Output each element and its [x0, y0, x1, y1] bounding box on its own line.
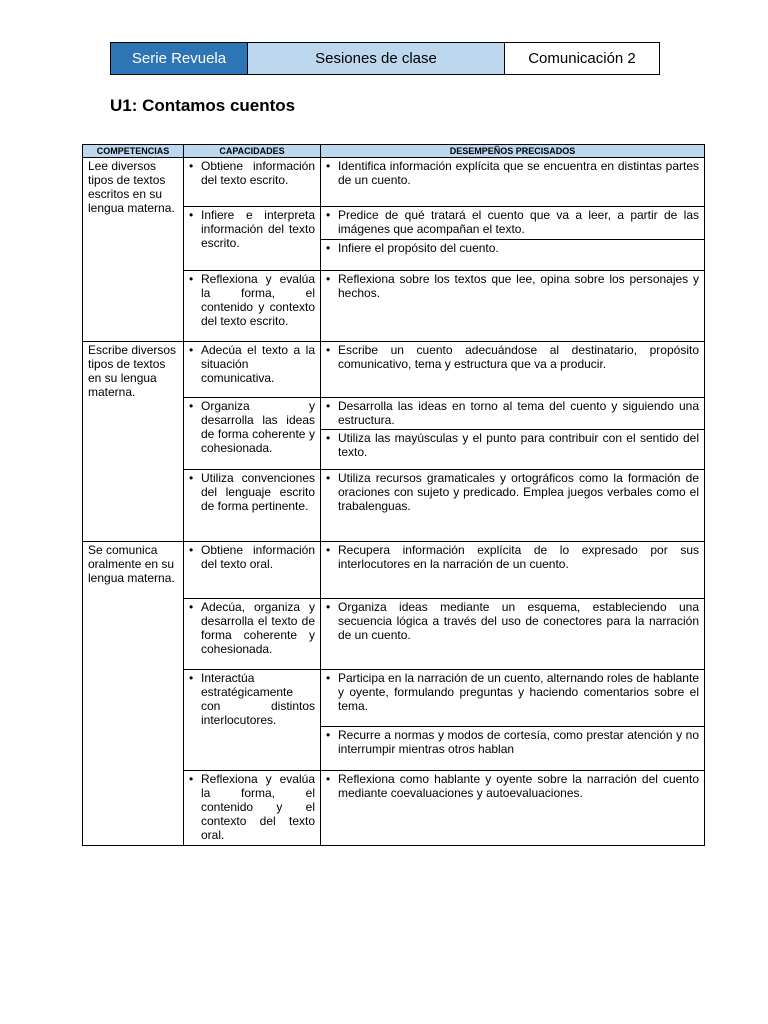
table-row [83, 342, 705, 398]
bullet-icon: • [189, 343, 194, 357]
bullet-icon: • [326, 728, 331, 742]
bullet-icon: • [189, 600, 194, 614]
desempeno-item [326, 772, 699, 800]
desempeno-text: Reflexiona como hablante y oyente sobre la narración del cuento mediante coevaluaciones y autoevaluaciones. [338, 772, 699, 800]
desempeno-cell [321, 240, 705, 271]
desempeno-text: Organiza ideas mediante un esquema, estableciendo una secuencia lógica a través del uso de conectores para la narración de un cuento. [338, 600, 699, 642]
capacidad-cell [184, 158, 321, 207]
capacidad-text: Adecúa, organiza y desarrolla el texto de forma coherente y cohesionada. [201, 600, 315, 656]
desempeno-cell [321, 158, 705, 207]
desempeno-text: Reflexiona sobre los textos que lee, opina sobre los personajes y hechos. [338, 272, 699, 300]
desempeno-cell [321, 542, 705, 599]
desempeno-text: Recupera información explícita de lo expresado por sus interlocutores en la narración de un cuento. [338, 543, 699, 571]
bullet-icon: • [326, 772, 331, 786]
table-body [83, 158, 705, 846]
desempeno-item [326, 728, 699, 756]
capacidad-item [189, 671, 315, 727]
header-serie: Serie Revuela [111, 43, 248, 74]
document-header [110, 42, 660, 75]
capacidad-item [189, 208, 315, 250]
capacidad-cell [184, 542, 321, 599]
capacidad-text: Organiza y desarrolla las ideas de forma coherente y cohesionada. [201, 399, 315, 455]
desempeno-item [326, 600, 699, 642]
desempeno-text: Participa en la narración de un cuento, alternando roles de hablante y oyente, formulando preguntas y haciendo comentarios sobre el tema. [338, 671, 699, 713]
bullet-icon: • [326, 399, 331, 413]
capacidad-text: Reflexiona y evalúa la forma, el contenido y el contexto del texto oral. [201, 772, 315, 842]
table-row [83, 542, 705, 599]
desempeno-text: Recurre a normas y modos de cortesía, como prestar atención y no interrumpir mientras otros hablan [338, 728, 699, 756]
header-sesiones: Sesiones de clase [248, 43, 505, 74]
desempeno-item [326, 159, 699, 187]
capacidad-item [189, 399, 315, 455]
capacidad-item [189, 471, 315, 513]
bullet-icon: • [189, 471, 194, 485]
bullet-icon: • [326, 159, 331, 173]
bullet-icon: • [189, 399, 194, 413]
desempeno-cell [321, 470, 705, 542]
competencia-cell: Escribe diversos tipos de textos en su lengua materna. [83, 342, 184, 542]
desempeno-text: Escribe un cuento adecuándose al destinatario, propósito comunicativo, tema y estructura que va a producir. [338, 343, 699, 371]
desempeno-cell [321, 342, 705, 398]
capacidad-text: Obtiene información del texto oral. [201, 543, 315, 571]
capacidad-cell [184, 398, 321, 470]
bullet-icon: • [326, 272, 331, 286]
capacidad-cell [184, 470, 321, 542]
capacidad-item [189, 600, 315, 656]
desempeno-cell [321, 670, 705, 727]
column-header-desempenos: DESEMPEÑOS PRECISADOS [321, 145, 705, 158]
capacidad-cell [184, 670, 321, 771]
desempeno-text: Utiliza las mayúsculas y el punto para contribuir con el sentido del texto. [338, 431, 699, 459]
desempeno-item [326, 431, 699, 459]
bullet-icon: • [326, 208, 331, 222]
competencia-cell: Lee diversos tipos de textos escritos en su lengua materna. [83, 158, 184, 342]
column-header-capacidades: CAPACIDADES [184, 145, 321, 158]
bullet-icon: • [326, 671, 331, 685]
capacidad-item [189, 772, 315, 842]
desempeno-cell [321, 599, 705, 670]
capacidad-text: Infiere e interpreta información del texto escrito. [201, 208, 315, 250]
desempeno-text: Desarrolla las ideas en torno al tema del cuento y siguiendo una estructura. [338, 399, 699, 427]
header-curso: Comunicación 2 [505, 43, 659, 74]
bullet-icon: • [189, 671, 194, 685]
competencias-table [82, 144, 705, 846]
capacidad-item [189, 543, 315, 571]
desempeno-item [326, 543, 699, 571]
desempeno-cell [321, 207, 705, 240]
table-header-row [83, 145, 705, 158]
desempeno-item [326, 241, 699, 255]
desempeno-item [326, 343, 699, 371]
bullet-icon: • [189, 208, 194, 222]
bullet-icon: • [326, 543, 331, 557]
desempeno-item [326, 399, 699, 427]
desempeno-text: Utiliza recursos gramaticales y ortográficos como la formación de oraciones con sujeto y predicado. Emplea juegos verbales como el trabalenguas. [338, 471, 699, 513]
bullet-icon: • [326, 343, 331, 357]
capacidad-text: Adecúa el texto a la situación comunicativa. [201, 343, 315, 385]
page-title: U1: Contamos cuentos [110, 96, 296, 115]
desempeno-cell [321, 271, 705, 342]
desempeno-item [326, 471, 699, 513]
desempeno-text: Identifica información explícita que se encuentra en distintas partes de un cuento. [338, 159, 699, 187]
desempeno-cell [321, 398, 705, 430]
capacidad-text: Obtiene información del texto escrito. [201, 159, 315, 187]
capacidad-item [189, 272, 315, 328]
capacidad-cell [184, 771, 321, 846]
desempeno-cell [321, 771, 705, 846]
bullet-icon: • [189, 772, 194, 786]
desempeno-cell [321, 727, 705, 771]
desempeno-cell [321, 430, 705, 470]
bullet-icon: • [189, 543, 194, 557]
desempeno-text: Predice de qué tratará el cuento que va a leer, a partir de las imágenes que acompañan el texto. [338, 208, 699, 236]
capacidad-cell [184, 207, 321, 271]
bullet-icon: • [189, 159, 194, 173]
capacidad-text: Interactúa estratégicamente con distintos interlocutores. [201, 671, 315, 727]
capacidad-text: Utiliza convenciones del lenguaje escrito de forma pertinente. [201, 471, 315, 513]
capacidad-cell [184, 342, 321, 398]
competencia-cell: Se comunica oralmente en su lengua materna. [83, 542, 184, 846]
bullet-icon: • [326, 241, 331, 255]
column-header-competencias: COMPETENCIAS [83, 145, 184, 158]
capacidad-cell [184, 271, 321, 342]
capacidad-cell [184, 599, 321, 670]
bullet-icon: • [326, 471, 331, 485]
table-row [83, 158, 705, 207]
bullet-icon: • [326, 600, 331, 614]
capacidad-item [189, 343, 315, 385]
bullet-icon: • [326, 431, 331, 445]
bullet-icon: • [189, 272, 194, 286]
capacidad-text: Reflexiona y evalúa la forma, el contenido y contexto del texto escrito. [201, 272, 315, 328]
capacidad-item [189, 159, 315, 187]
desempeno-item [326, 272, 699, 300]
desempeno-item [326, 208, 699, 236]
desempeno-text: Infiere el propósito del cuento. [338, 241, 499, 255]
desempeno-item [326, 671, 699, 713]
